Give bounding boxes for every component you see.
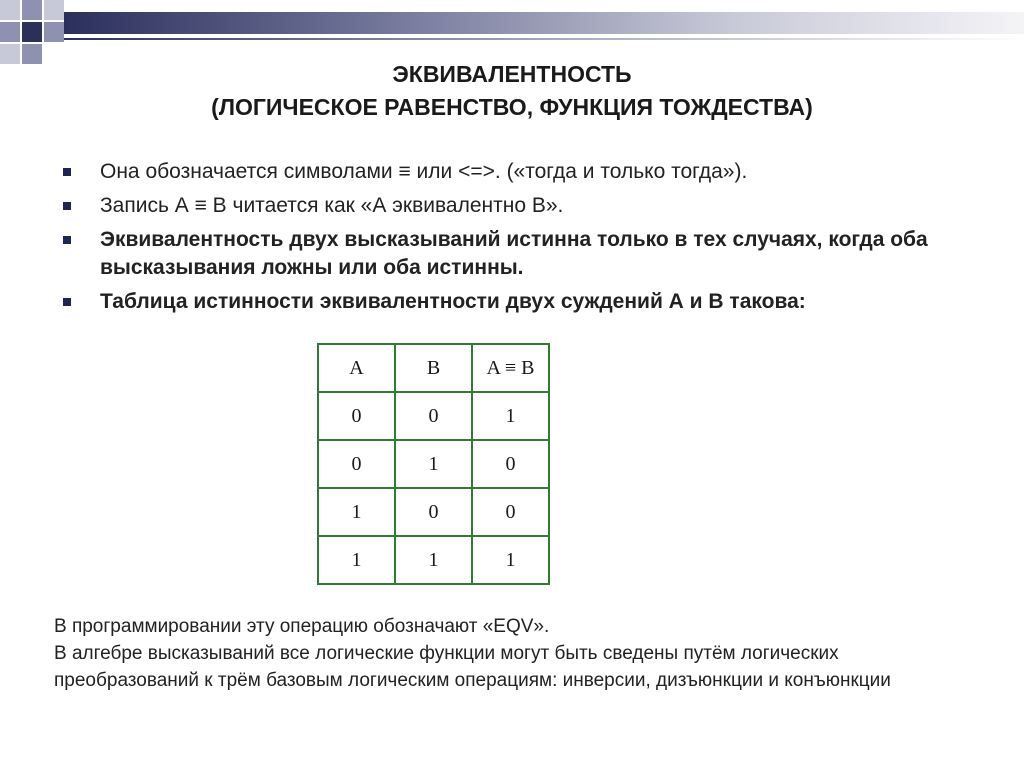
table-header-row: [318, 344, 549, 392]
table-cell: 0: [472, 440, 549, 488]
table-cell: 1: [472, 392, 549, 440]
table-row: [318, 440, 549, 488]
table-cell: 0: [395, 488, 472, 536]
footer-notes: [54, 613, 954, 694]
bullet-item: [60, 288, 960, 316]
table-cell: 1: [395, 536, 472, 584]
header-cell: A: [318, 344, 395, 392]
bullet-text: Она обозначается символами ≡ или <=>. («тогда и только тогда»).: [100, 160, 748, 183]
table-cell: 1: [472, 536, 549, 584]
table-cell: 1: [318, 488, 395, 536]
bullet-item: [60, 226, 960, 282]
table-cell: 0: [318, 392, 395, 440]
table-row: [318, 536, 549, 584]
bullet-text: Запись А ≡ В читается как «А эквивалентно В».: [100, 194, 564, 217]
table-cell: 0: [395, 392, 472, 440]
header-cell: B: [395, 344, 472, 392]
table-row: [318, 392, 549, 440]
bullet-item: [60, 192, 960, 220]
table-cell: 1: [395, 440, 472, 488]
bullet-square-icon: [63, 298, 71, 306]
bullet-square-icon: [63, 168, 71, 176]
table-cell: 0: [318, 440, 395, 488]
header-rule: [64, 38, 1024, 40]
table-cell: 1: [318, 536, 395, 584]
bullet-square-icon: [63, 236, 71, 244]
bullet-list: [60, 158, 960, 322]
header-band: [64, 12, 1024, 34]
bullet-text: Эквивалентность двух высказываний истинна только в тех случаях, когда оба высказывания ложны или оба истинны.: [100, 228, 928, 279]
footer-line: В программировании эту операцию обозначают «EQV».: [54, 616, 550, 637]
table-cell: 0: [472, 488, 549, 536]
truth-table: [317, 343, 550, 585]
footer-line: В алгебре высказываний все логические функции могут быть сведены путём логических преобразований к трём базовым логическим операциям: инверсии, дизъюнкции и конъюнкции: [54, 643, 891, 691]
header-cell: A ≡ B: [472, 344, 549, 392]
bullet-text: Таблица истинности эквивалентности двух суждений А и В такова:: [100, 290, 806, 313]
title-line-1: ЭКВИВАЛЕНТНОСТЬ: [392, 61, 632, 87]
slide-title: [0, 58, 1024, 124]
bullet-square-icon: [63, 202, 71, 210]
table-row: [318, 488, 549, 536]
title-line-2: (ЛОГИЧЕСКОЕ РАВЕНСТВО, ФУНКЦИЯ ТОЖДЕСТВА): [211, 94, 813, 120]
bullet-item: [60, 158, 960, 186]
